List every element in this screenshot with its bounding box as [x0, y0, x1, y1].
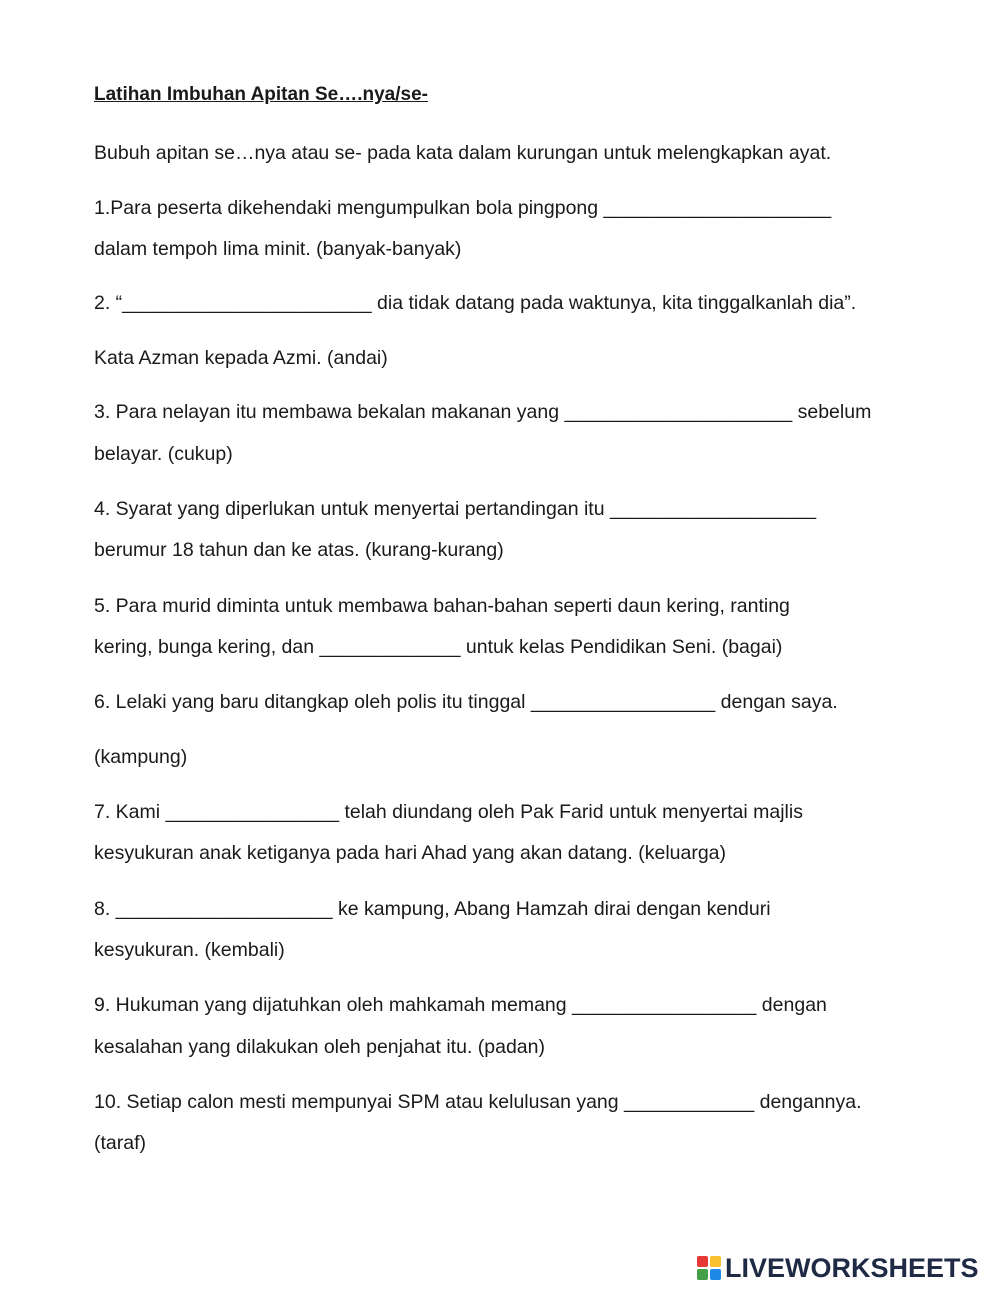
question-6-line-1: 6. Lelaki yang baru ditangkap oleh polis itu tinggal _________________ dengan saya. [94, 691, 838, 713]
question-5-line-2: kering, bunga kering, dan _____________ untuk kelas Pendidikan Seni. (bagai) [94, 636, 783, 658]
worksheet-title: Latihan Imbuhan Apitan Se….nya/se- [94, 84, 428, 105]
question-6-line-2: (kampung) [94, 746, 188, 768]
logo-square-yellow [710, 1256, 721, 1267]
instruction-text: Bubuh apitan se…nya atau se- pada kata dalam kurungan untuk melengkapkan ayat. [94, 142, 832, 164]
question-1-line-1: 1.Para peserta dikehendaki mengumpulkan bola pingpong _____________________ [94, 197, 832, 219]
question-9-line-2: kesalahan yang dilakukan oleh penjahat itu. (padan) [94, 1036, 545, 1058]
question-3-line-2: belayar. (cukup) [94, 443, 233, 465]
liveworksheets-logo-icon [697, 1256, 721, 1280]
question-3-line-1: 3. Para nelayan itu membawa bekalan makanan yang _____________________ sebelum [94, 401, 872, 423]
logo-text: LIVEWORKSHEETS [725, 1252, 979, 1283]
question-1-line-2: dalam tempoh lima minit. (banyak-banyak) [94, 238, 462, 260]
question-10-line-2: (taraf) [94, 1132, 147, 1154]
logo-square-blue [710, 1269, 721, 1280]
question-7-line-2: kesyukuran anak ketiganya pada hari Ahad yang akan datang. (keluarga) [94, 842, 727, 864]
question-10-line-1: 10. Setiap calon mesti mempunyai SPM atau kelulusan yang ____________ dengannya. [94, 1091, 862, 1113]
question-2-line-1: 2. “_______________________ dia tidak datang pada waktunya, kita tinggalkanlah dia”. [94, 292, 857, 314]
question-7-line-1: 7. Kami ________________ telah diundang oleh Pak Farid untuk menyertai majlis [94, 801, 803, 823]
question-2-line-2: Kata Azman kepada Azmi. (andai) [94, 347, 388, 369]
question-9-line-1: 9. Hukuman yang dijatuhkan oleh mahkamah memang _________________ dengan [94, 994, 827, 1016]
liveworksheets-logo [697, 1254, 993, 1282]
logo-square-green [697, 1269, 708, 1280]
question-8-line-2: kesyukuran. (kembali) [94, 939, 285, 961]
question-4-line-2: berumur 18 tahun dan ke atas. (kurang-kurang) [94, 539, 504, 561]
question-5-line-1: 5. Para murid diminta untuk membawa bahan-bahan seperti daun kering, ranting [94, 595, 790, 617]
question-4-line-1: 4. Syarat yang diperlukan untuk menyertai pertandingan itu ___________________ [94, 498, 817, 520]
logo-square-red [697, 1256, 708, 1267]
question-8-line-1: 8. ____________________ ke kampung, Abang Hamzah dirai dengan kenduri [94, 898, 771, 920]
